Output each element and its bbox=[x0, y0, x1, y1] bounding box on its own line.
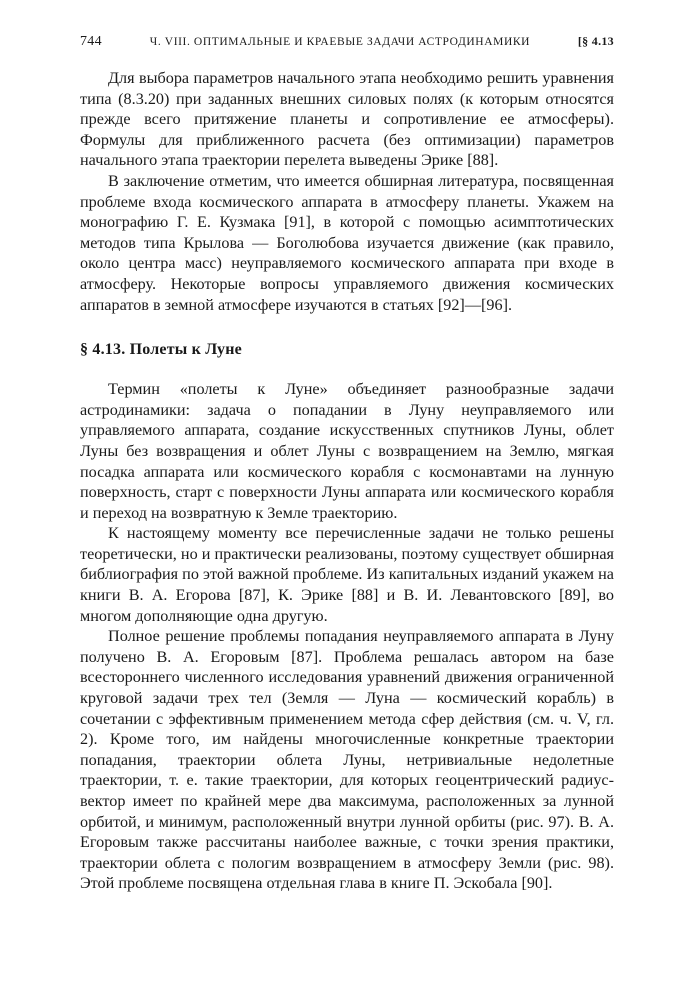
paragraph: Полное решение проблемы попадания неуправляемого аппарата в Луну получено В. А. Егоровым [87]. Проблема решалась автором на базе всестороннего численного исследования уравнений движения ограниченной круговой задачи трех тел (Земля — Луна — космический корабль) в сочетании с эффективным применением метода сфер действия (см. ч. V, гл. 2). Кроме того, им найдены многочисленные конкретные траектории попадания, траектории облета Луны, нетривиальные недолетные траектории, т. е. такие траектории, для которых геоцентрический радиус-вектор имеет по крайней мере два максимума, расположенных за лунной орбитой, и минимум, расположенный внутри лунной орбиты (рис. 97). В. А. Егоровым также рассчитаны наиболее важные, с точки зрения практики, траектории облета с пологим возвращением в атмосферу Земли (рис. 98). Этой проблеме посвящена отдельная глава в книге П. Эскобала [90]. bbox=[80, 627, 614, 893]
page-number: 744 bbox=[80, 34, 102, 49]
book-page bbox=[80, 34, 614, 894]
section-heading: § 4.13. Полеты к Луне bbox=[80, 341, 242, 359]
paragraph: В заключение отметим, что имеется обширная литература, посвященная проблеме входа космического аппарата в атмосферу планеты. Укажем на монографию Г. Е. Кузмака [91], в которой с помощью асимптотических методов типа Крылова — Боголюбова изучается движение (как правило, около центра масс) неуправляемого космического аппарата при входе в атмосферу. Некоторые вопросы управляемого движения космических аппаратов в земной атмосфере изучаются в статьях [92]—[96]. bbox=[80, 171, 614, 314]
paragraph: Для выбора параметров начального этапа необходимо решить уравнения типа (8.3.20) при заданных внешних силовых полях (к которым относятся прежде всего притяжение планеты и сопротивление ее атмосферы). Формулы для приближенного расчета (без оптимизации) параметров начального этапа траектории перелета выведены Эрике [88]. bbox=[80, 69, 614, 170]
paragraph: Термин «полеты к Луне» объединяет разнообразные задачи астродинамики: задача о попадании в Луну неуправляемого или управляемого аппарата, создание искусственных спутников Луны, облет Луны без возвращения и облет Луны с возвращением на Землю, мягкая посадка аппарата или космического корабля с космонавтами на лунную поверхность, старт с поверхности Луны аппарата или космического корабля и переход на возвратную к Земле траекторию. bbox=[80, 380, 614, 522]
running-header bbox=[80, 34, 614, 50]
section-reference: [§ 4.13 bbox=[577, 34, 614, 48]
running-title: Ч. VIII. ОПТИМАЛЬНЫЕ И КРАЕВЫЕ ЗАДАЧИ АСТРОДИНАМИКИ bbox=[149, 36, 531, 48]
paragraph: К настоящему моменту все перечисленные задачи не только решены теоретически, но и практически реализованы, поэтому существует обширная библиография по этой важной проблеме. Из капитальных изданий укажем на книги В. А. Егорова [87], К. Эрике [88] и В. И. Левантовского [89], во многом дополняющие одна другую. bbox=[80, 524, 614, 625]
